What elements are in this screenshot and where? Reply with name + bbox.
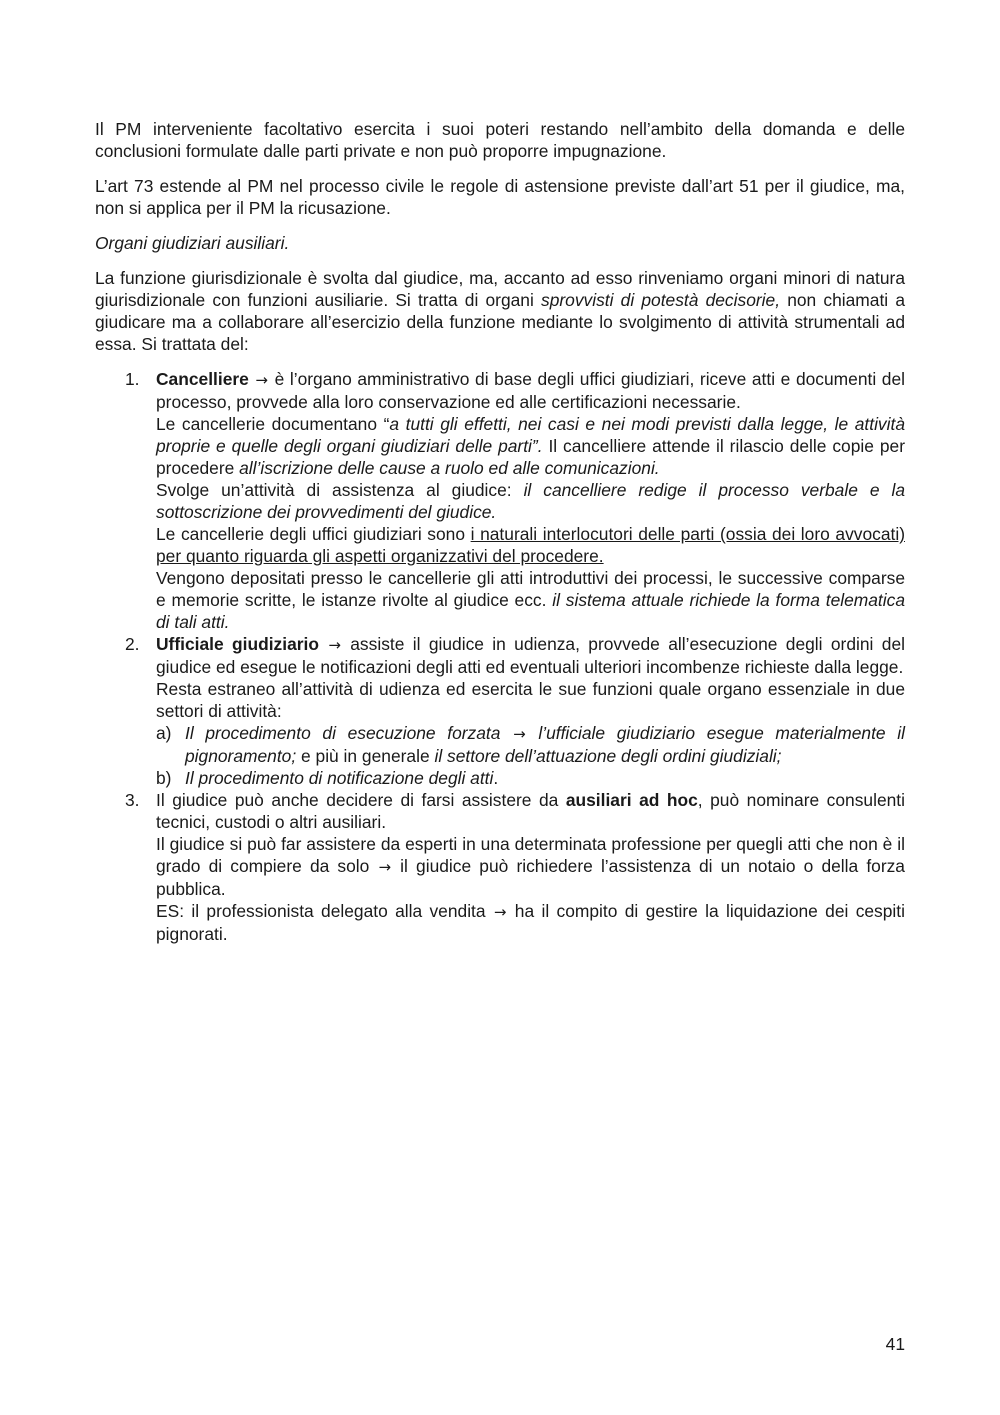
list-number: 2.: [125, 634, 140, 654]
arrow-right-icon: →: [513, 725, 526, 743]
cancelliere-interlocutori: Le cancellerie degli uffici giudiziari sono i naturali interlocutori delle parti (ossia dei loro avvocati) per quanto riguarda gli aspetti organizzativi del procedere.: [156, 524, 905, 566]
term-cancelliere: Cancelliere: [156, 369, 249, 389]
list-number: 1.: [125, 369, 140, 389]
arrow-right-icon: →: [378, 858, 392, 876]
page-number: 41: [885, 1334, 905, 1354]
arrow-right-icon: →: [328, 636, 341, 654]
cancelliere-assistenza: Svolge un’attività di assistenza al giudice: il cancelliere redige il processo verbale e la sottoscrizione dei provvedimenti del giudice.: [156, 480, 905, 522]
section-heading: Organi giudiziari ausiliari.: [95, 233, 290, 253]
paragraph-pm-facoltativo: Il PM interveniente facoltativo esercita i suoi poteri restando nell’ambito della domanda e delle conclusioni formulate dalle parti private e non può proporre impugnazione.: [95, 119, 905, 161]
ausiliari-esempio: ES: il professionista delegato alla vendita → ha il compito di gestire la liquidazione dei cespiti pignorati.: [156, 901, 905, 944]
organi-list: [95, 368, 905, 945]
cancelliere-depositati: Vengono depositati presso le cancellerie gli atti introduttivi dei processi, le successive comparse e memorie scritte, le istanze rivolte al giudice ecc. il sistema attuale richiede la forma telematica di tali atti.: [156, 568, 905, 632]
list-item-ausiliari: [95, 789, 905, 945]
sublist-label: b): [156, 768, 172, 788]
list-item-cancelliere: [95, 368, 905, 633]
sublist-item-esecuzione: a) Il procedimento di esecuzione forzata → l’ufficiale giudiziario esegue materialmente il pignoramento; e più in generale il settore dell’attuazione degli ordini giudiziali;: [156, 723, 905, 766]
arrow-right-icon: →: [493, 903, 507, 921]
sublist-label: a): [156, 723, 172, 743]
term-ufficiale-giudiziario: Ufficiale giudiziario: [156, 634, 319, 654]
ufficiale-intro: Ufficiale giudiziario → assiste il giudice in udienza, provvede all’esecuzione degli ordini del giudice ed esegue le notificazioni degli atti ed eventuali ulteriori incombenze richieste dalla legge.: [156, 634, 905, 677]
list-item-ufficiale-giudiziario: [95, 633, 905, 789]
sublist-item-notificazione: b) Il procedimento di notificazione degli atti.: [156, 768, 499, 788]
list-number: 3.: [125, 790, 140, 810]
cancelliere-intro: Cancelliere → è l’organo amministrativo di base degli uffici giudiziari, riceve atti e documenti del processo, provvede alla loro conservazione ed alle certificazioni necessarie.: [156, 369, 905, 412]
paragraph-funzione-giurisdizionale: La funzione giurisdizionale è svolta dal giudice, ma, accanto ad esso rinveniamo organi minori di natura giurisdizionale con funzioni ausiliarie. Si tratta di organi sprovvisti di potestà decisorie, non chiamati a giudicare ma a collaborare all’esercizio della funzione mediante lo svolgimento di attività strumentali ad essa. Si trattata del:: [95, 268, 905, 354]
cancelliere-documentano: Le cancellerie documentano “a tutti gli effetti, nei casi e nei modi previsti dalla legge, le attività proprie e quelle degli organi giudiziari delle parti”. Il cancelliere attende il rilascio delle copie per procedere all’iscrizione delle cause a ruolo ed alle comunicazioni.: [156, 414, 905, 478]
settori-sublist: [156, 722, 905, 789]
ausiliari-esperti: Il giudice si può far assistere da esperti in una determinata professione per quegli atti che non è il grado di compiere da solo → il giudice può richiedere l’assistenza di un notaio o della forza pubblica.: [156, 834, 905, 899]
document-page: [95, 118, 905, 945]
term-ausiliari-ad-hoc: ausiliari ad hoc: [565, 790, 698, 810]
ufficiale-settori: Resta estraneo all’attività di udienza ed esercita le sue funzioni quale organo essenziale in due settori di attività:: [156, 679, 905, 721]
paragraph-art-73: L’art 73 estende al PM nel processo civile le regole di astensione previste dall’art 51 per il giudice, ma, non si applica per il PM la ricusazione.: [95, 176, 905, 218]
ausiliari-intro: Il giudice può anche decidere di farsi assistere da ausiliari ad hoc, può nominare consulenti tecnici, custodi o altri ausiliari.: [156, 790, 905, 832]
arrow-right-icon: →: [255, 371, 268, 389]
